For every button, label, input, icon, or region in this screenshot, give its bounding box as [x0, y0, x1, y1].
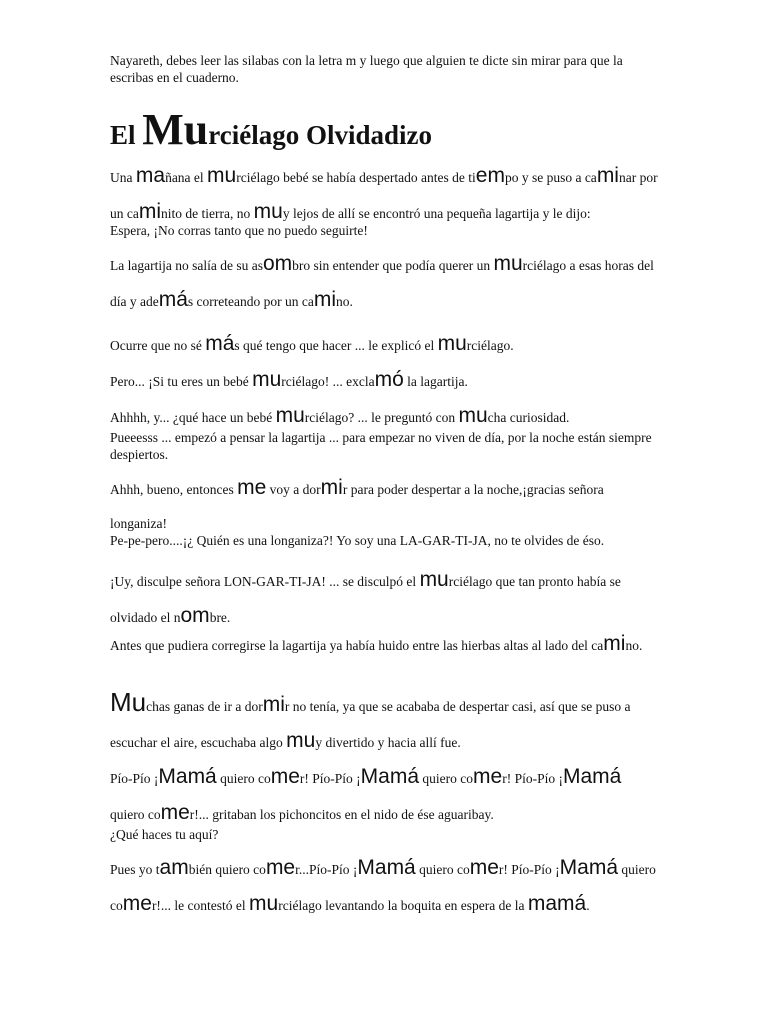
m-word: Mamá [158, 765, 217, 788]
paragraph-6b: Pe-pe-pero....¡¿ Quién es una longaniza?! Yo soy una LA-GAR-TI-JA, no te olvides de éso. [110, 533, 605, 548]
m-word: Mamá [562, 765, 622, 788]
m-syllable: mu [252, 368, 282, 391]
m-syllable: am [159, 856, 189, 879]
paragraph-3 [110, 327, 658, 363]
m-syllable: mu [493, 252, 523, 275]
paragraph-7 [110, 563, 658, 635]
text: rciélago levantando la boquita en espera de la [278, 898, 528, 913]
paragraph-8 [110, 685, 658, 760]
m-syllable: me [265, 856, 296, 879]
m-word: mamá [527, 892, 587, 915]
text: s correteando por un ca [187, 294, 314, 309]
text: r para poder despertar a la noche,¡gracias señora longaniza! [110, 482, 604, 531]
m-syllable: mi [313, 288, 337, 311]
text: Pero... ¡Si tu eres un bebé [110, 374, 253, 389]
text: rciélago. [466, 338, 514, 353]
text: no. [625, 638, 643, 653]
m-syllable: Mu [110, 687, 147, 717]
text: bién quiero co [188, 862, 266, 877]
text: r no tenía, ya que se acababa de despertar casi, así que se puso a escuchar el aire, escuchaba algo [110, 699, 631, 750]
m-syllable: mu [286, 729, 316, 752]
text: rciélago? ... le preguntó con [304, 410, 459, 425]
m-syllable: mu [207, 164, 237, 187]
m-word: Mamá [360, 765, 420, 788]
text: quiero co [110, 807, 161, 822]
document-page [110, 52, 658, 923]
m-syllable: mi [596, 164, 619, 187]
m-word: Mamá [357, 856, 416, 879]
text: po y se puso a ca [504, 170, 597, 185]
intro-instruction: Nayareth, debes leer las silabas con la letra m y luego que alguien te dicte sin mirar para que la escribas en el cuaderno. [110, 53, 623, 85]
text: Ahhh, bueno, entonces [110, 482, 238, 497]
text: r...Pío-Pío ¡ [295, 862, 358, 877]
text: y divertido y hacia allí fue. [315, 735, 461, 750]
text: La lagartija no salía de su as [110, 258, 263, 273]
m-syllable: mi [603, 632, 626, 655]
title-part-2: rciélago Olvidadizo [208, 120, 433, 150]
m-syllable: mó [374, 368, 404, 391]
paragraph-2 [110, 247, 658, 319]
text: la lagartija. [403, 374, 468, 389]
text: ¡Uy, disculpe señora LON-GAR-TI-JA! ... se disculpó el [110, 574, 420, 589]
paragraph-7b [110, 627, 658, 663]
text: nito de tierra, no [161, 206, 254, 221]
m-syllable: má [158, 288, 188, 311]
text: Antes que pudiera corregirse la lagartija ya había huido entre las hierbas altas al lado del ca [110, 638, 604, 653]
m-syllable: me [473, 765, 503, 788]
text: r!... le contestó el [151, 898, 250, 913]
paragraph-6 [110, 471, 658, 541]
text: . [586, 898, 590, 913]
m-syllable: mu [419, 568, 449, 591]
m-syllable: má [205, 332, 235, 355]
text: s qué tengo que hacer ... le explicó el [234, 338, 438, 353]
text: Una [110, 170, 136, 185]
text: rciélago a esas horas del día y ade [110, 258, 654, 309]
text: quiero co [110, 862, 656, 913]
text: quiero co [216, 771, 271, 786]
m-syllable: me [237, 476, 267, 499]
m-syllable: mi [262, 693, 285, 716]
paragraph-4 [110, 363, 658, 399]
story-title [110, 105, 658, 157]
m-word: Mamá [559, 856, 619, 879]
text: rciélago! ... excla [281, 374, 375, 389]
m-syllable: me [469, 856, 499, 879]
text: r! Pío-Pío ¡ [502, 771, 563, 786]
text: rciélago que tan pronto había se olvidado el n [110, 574, 621, 625]
text: y lejos de allí se encontró una pequeña lagartija y le dijo: [282, 206, 591, 221]
m-syllable: em [475, 164, 505, 187]
m-syllable: mi [138, 200, 162, 223]
m-syllable: mu [458, 404, 488, 427]
text: r! Pío-Pío ¡ [299, 771, 361, 786]
text: Pío-Pío ¡ [110, 771, 159, 786]
text: no. [336, 294, 353, 309]
text: rciélago bebé se había despertado antes de ti [236, 170, 476, 185]
m-syllable: me [122, 892, 152, 915]
m-syllable: mu [437, 332, 467, 355]
text: ñana el [165, 170, 208, 185]
m-syllable: mu [253, 200, 283, 223]
text: voy a dor [266, 482, 321, 497]
text: cha curiosidad. [487, 410, 570, 425]
text: quiero co [415, 862, 470, 877]
paragraph-5b: Pueeesss ... empezó a pensar la lagartija ... para empezar no viven de día, por la noche están siempre despiertos. [110, 430, 652, 462]
text: r! Pío-Pío ¡ [498, 862, 560, 877]
text: quiero co [419, 771, 474, 786]
m-syllable: om [262, 252, 293, 275]
m-syllable: om [180, 604, 210, 627]
paragraph-9b: ¿Qué haces tu aquí? [110, 827, 219, 842]
title-part-1: El [110, 120, 143, 150]
title-big-syllable: Mu [142, 105, 209, 154]
m-syllable: mu [249, 892, 279, 915]
m-syllable: mu [275, 404, 305, 427]
m-syllable: ma [135, 164, 166, 187]
text: Pues yo t [110, 862, 160, 877]
text: chas ganas de ir a dor [146, 699, 263, 714]
text: nar por un ca [110, 170, 658, 221]
text: r!... gritaban los pichoncitos en el nido de ése aguaribay. [189, 807, 494, 822]
text: Ocurre que no sé [110, 338, 206, 353]
m-syllable: me [160, 801, 190, 824]
paragraph-1b: Espera, ¡No corras tanto que no puedo seguirte! [110, 223, 368, 238]
paragraph-9 [110, 760, 658, 832]
text: Ahhhh, y... ¿qué hace un bebé [110, 410, 276, 425]
paragraph-1 [110, 159, 658, 231]
paragraph-10 [110, 851, 658, 923]
text: bro sin entender que podía querer un [292, 258, 494, 273]
m-syllable: mi [320, 476, 343, 499]
text: bre. [209, 610, 231, 625]
m-syllable: me [270, 765, 300, 788]
